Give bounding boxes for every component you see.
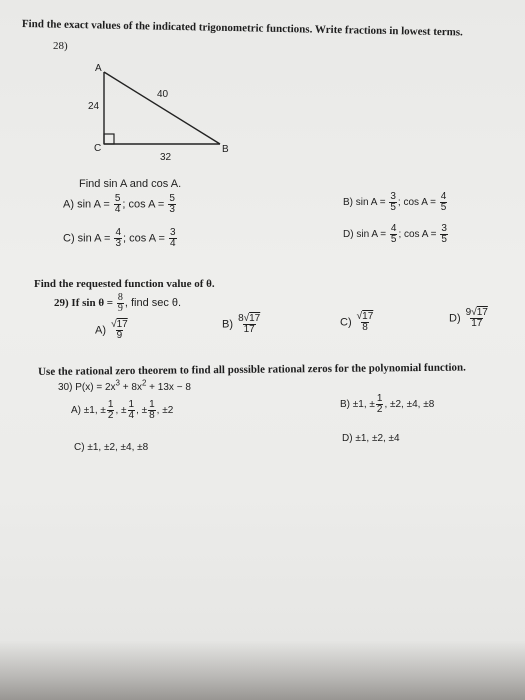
- sin-fraction: $\frac{5}{4}$: [114, 193, 121, 215]
- q29-choice-a[interactable]: A) $\frac{√17}{9}$: [95, 319, 128, 341]
- q28-choice-a[interactable]: A) sin A = $\frac{5}{4}$ ; cos A = $\frac{5}{3}$: [63, 193, 175, 215]
- section-2-heading: Find the requested function value of θ.: [34, 278, 215, 290]
- choice-letter: A): [63, 198, 74, 211]
- cos-label: cos A =: [128, 198, 165, 211]
- question-number-28: 28): [53, 40, 68, 52]
- q28-choice-d[interactable]: D) sin A = $\frac{4}{5}$ ; cos A = $\frac{3}{5}$: [343, 223, 447, 245]
- q28-choice-c[interactable]: C) sin A = $\frac{4}{3}$ ; cos A = $\frac{3}{4}$: [63, 227, 176, 249]
- vertex-b-label: B: [222, 144, 229, 155]
- side-ac-label: 24: [88, 101, 100, 112]
- q28-prompt: Find sin A and cos A.: [79, 178, 182, 190]
- cos-fraction: $\frac{5}{3}$: [169, 193, 175, 215]
- q30-choice-b[interactable]: B) ±1, ± $\frac{1}{2}$ , ±2, ±4, ±8: [340, 393, 435, 415]
- side-ab-label: 40: [157, 89, 169, 100]
- q29-choice-b[interactable]: B) $\frac{8√17}{17}$: [222, 313, 261, 335]
- section-3-heading: Use the rational zero theorem to find all possible rational zeros for the polynomial function.: [38, 361, 466, 378]
- q29-choice-c[interactable]: C) $\frac{√17}{8}$: [340, 311, 374, 333]
- q30-polynomial: 30) $P(x) = 2x^3 + 8x^2 + 13x - 8$: [58, 378, 191, 393]
- right-angle-marker: [104, 134, 114, 144]
- side-ab-line: [104, 72, 220, 144]
- side-cb-label: 32: [160, 152, 172, 163]
- page-bottom-shadow: [0, 640, 525, 700]
- q30-choice-c[interactable]: C) ±1, ±2, ±4, ±8: [74, 442, 149, 453]
- q28-choice-b[interactable]: B) sin A = $\frac{3}{5}$ ; cos A = $\frac{4}{5}$: [343, 191, 447, 213]
- instructions-heading: Find the exact values of the indicated trigonometric functions. Write fractions in lowest terms.: [21, 18, 463, 39]
- q30-choice-a[interactable]: A) ±1, ± $\frac{1}{2}$ , ± $\frac{1}{4}$ , ± $\frac{1}{8}$ , ±2: [71, 399, 174, 421]
- vertex-a-label: A: [95, 63, 102, 74]
- sin-label: sin A =: [77, 198, 110, 211]
- vertex-c-label: C: [94, 143, 102, 154]
- q29-prompt: 29) If sin θ = $\frac{8}{9}$ , find sec θ.: [54, 292, 182, 314]
- q30-choice-d[interactable]: D) ±1, ±2, ±4: [342, 433, 400, 444]
- q29-choice-d[interactable]: D) $\frac{9√17}{17}$: [449, 307, 488, 329]
